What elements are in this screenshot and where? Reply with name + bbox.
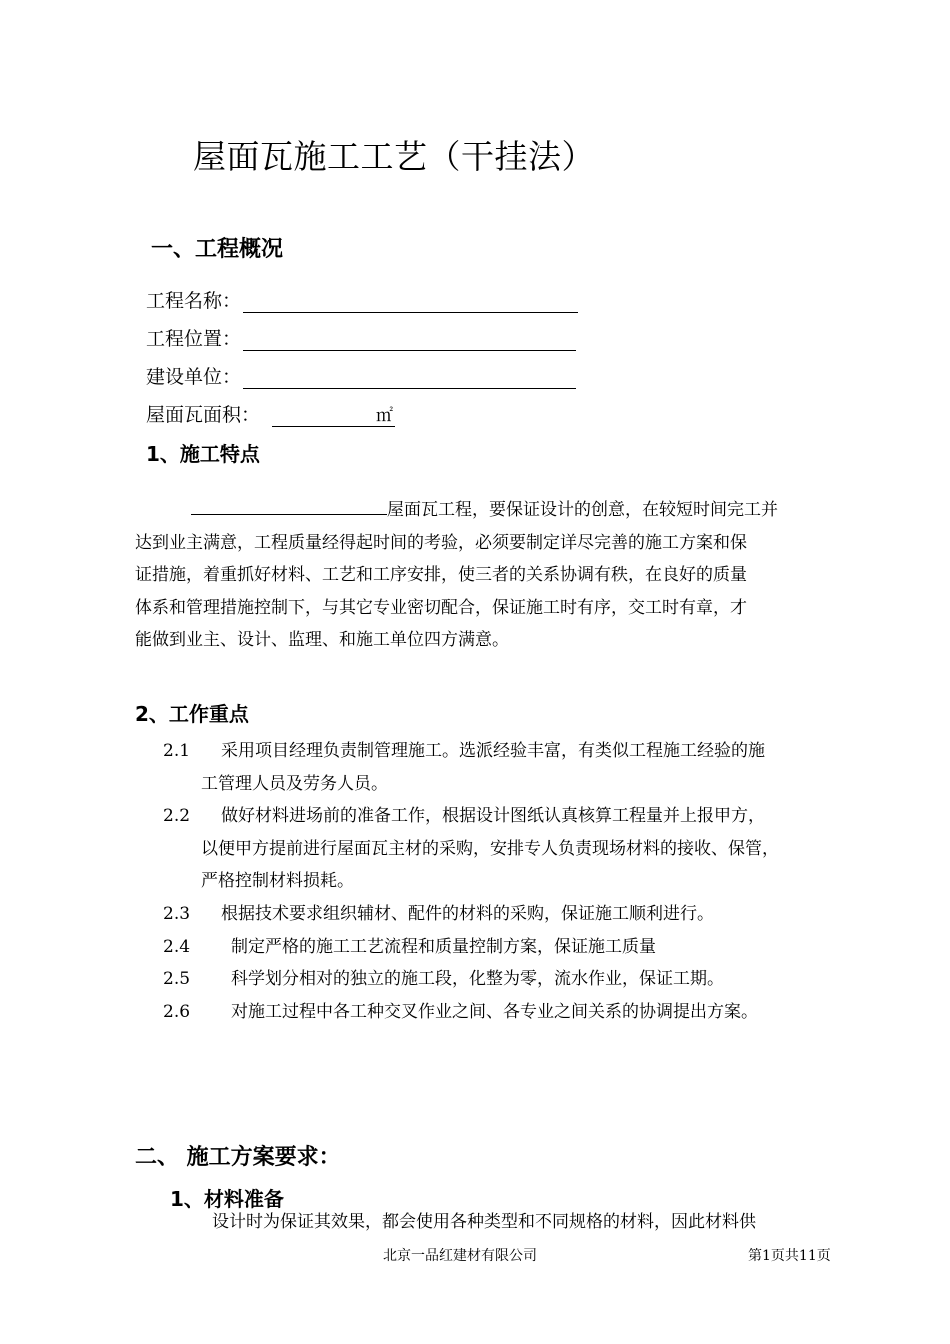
paragraph-line: 屋面瓦工程，要保证设计的创意，在较短时间完工并: [135, 494, 778, 527]
field-label: 屋面瓦面积：: [146, 404, 261, 426]
item-number: 2.6: [163, 1002, 191, 1022]
subsection-heading-material-prep: 1、材料准备: [170, 1187, 284, 1211]
item-number: 2.3: [163, 904, 191, 924]
subsection-heading-key-points: 2、工作重点: [135, 702, 249, 726]
list-item: 2.2 做好材料进场前的准备工作，根据设计图纸认真核算工程量并上报甲方， 以便甲方提前进行屋面瓦主材的采购，安排专人负责现场材料的接收、保管， 严格控制材料损耗。: [163, 800, 779, 898]
field-roof-tile-area: [146, 400, 395, 427]
paragraph-line: 能做到业主、设计、监理、和施工单位四方满意。: [135, 630, 509, 650]
list-item: 2.6 对施工过程中各工种交叉作业之间、各专业之间关系的协调提出方案。: [163, 996, 758, 1029]
field-construction-unit: [146, 362, 576, 389]
section-heading-overview: 一、工程概况: [151, 237, 284, 262]
features-paragraph: [135, 494, 778, 657]
list-item: 2.5 科学划分相对的独立的施工段，化整为零，流水作业，保证工期。: [163, 963, 724, 996]
section-heading-construction-plan: 二、 施工方案要求：: [135, 1145, 341, 1170]
blank-line: [243, 292, 578, 313]
material-paragraph: 设计时为保证其效果，都会使用各种类型和不同规格的材料，因此材料供: [212, 1212, 756, 1232]
blank-line: [243, 368, 576, 389]
item-number: 2.2: [163, 806, 191, 826]
field-label: 工程位置：: [146, 328, 242, 350]
list-item: 2.4 制定严格的施工工艺流程和质量控制方案，保证施工质量: [163, 931, 656, 964]
field-project-name: [146, 286, 578, 313]
blank-line: [243, 330, 576, 351]
item-number: 2.5: [163, 969, 191, 989]
blank-line: [191, 496, 387, 515]
item-number: 2.1: [163, 741, 191, 761]
field-label: 工程名称：: [146, 290, 242, 312]
paragraph-line: 体系和管理措施控制下，与其它专业密切配合，保证施工时有序，交工时有章，才: [135, 597, 747, 618]
paragraph-line: 达到业主满意，工程质量经得起时间的考验，必须要制定详尽完善的施工方案和保: [135, 532, 747, 553]
list-item: 2.1 采用项目经理负责制管理施工。选派经验丰富，有类似工程施工经验的施 工管理人员及劳务人员。: [163, 735, 765, 800]
item-number: 2.4: [163, 937, 191, 957]
field-label: 建设单位：: [146, 366, 242, 388]
document-title: 屋面瓦施工工艺（干挂法）: [193, 137, 595, 176]
footer-company: 北京一品红建材有限公司: [383, 1248, 537, 1264]
paragraph-line: 证措施，着重抓好材料、工艺和工序安排，使三者的关系协调有秩，在良好的质量: [135, 565, 747, 585]
field-project-location: [146, 324, 576, 351]
area-unit: ㎡: [376, 406, 394, 426]
blank-line: [272, 404, 395, 427]
subsection-heading-features: 1、施工特点: [146, 442, 260, 466]
footer-page-number: 第1页共11页: [748, 1248, 831, 1264]
list-item: 2.3 根据技术要求组织辅材、配件的材料的采购，保证施工顺利进行。: [163, 898, 714, 931]
